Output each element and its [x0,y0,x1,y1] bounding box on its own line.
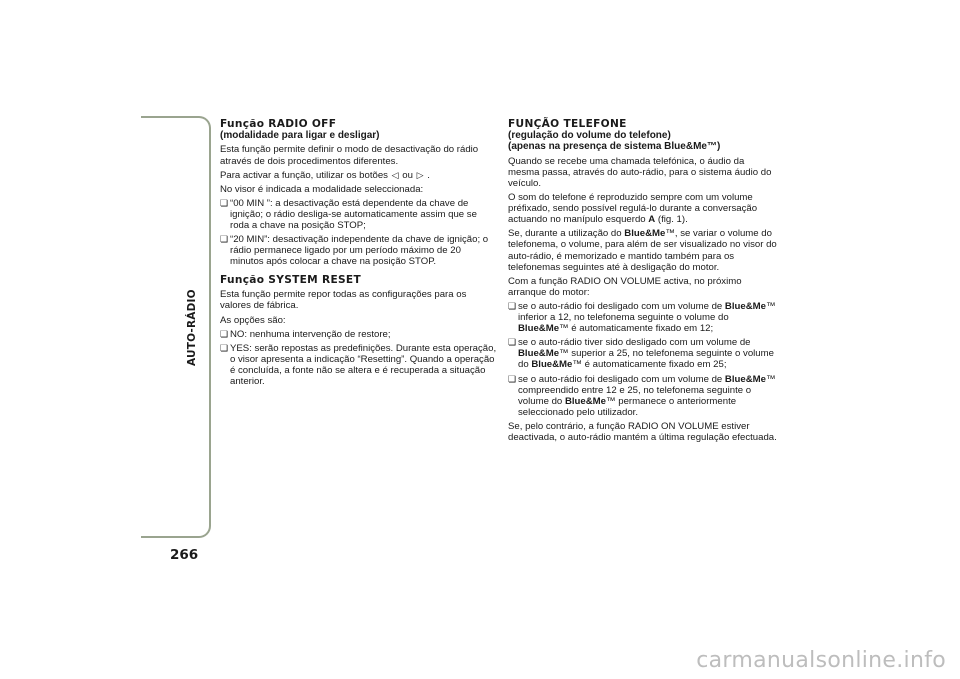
list-item-text: “20 MIN”: desactivação independente da chave de ignição; o rádio permanece ligado por um período máximo de 20 minutos após colocar a chave na posição STOP. [230,234,489,268]
checkbox-bullet-icon: ❏ [508,300,517,311]
system-reset-heading [220,274,497,286]
text-run: se o auto-rádio tiver sido desligado com um volume de [518,337,751,349]
text-run: se o auto-rádio foi desligado com um volume de [518,300,725,312]
list-item [220,198,497,231]
system-reset-title: Função SYSTEM RESET [220,274,361,287]
checkbox-bullet-icon: ❏ [508,337,517,348]
brand-name: Blue&Me [724,373,766,385]
right-arrow-icon: ▷ [416,169,424,180]
text-run: O som do telefone é reproduzido sempre com um volume préfixado, sendo possível regulá-lo durante a conversação actuando no manípulo esquerdo [508,192,758,226]
list-item [220,343,497,387]
list-item-text [518,301,778,334]
phone-function-subtitle-2: (apenas na presença de sistema Blue&Me™) [508,141,721,153]
brand-name: Blue&Me [531,359,573,371]
text-run: ™ superior a 25, no telefonema seguinte o volume do [518,348,774,371]
brand-name: Blue&Me [518,348,560,360]
text-run: ™ é automaticamente fixado em 25; [572,359,727,371]
checkbox-bullet-icon: ❏ [220,328,229,339]
watermark: carmanualsonline.info [696,648,946,673]
left-column [220,118,497,390]
phone-paragraph-1: Quando se recebe uma chamada telefónica, o áudio da mesma passa, através do auto-rádio, para o sistema áudio do veículo. [508,155,772,189]
list-item-text [518,374,778,418]
right-column [508,118,778,446]
brand-name: Blue&Me [564,395,606,407]
section-tab [141,116,211,538]
list-item [508,374,778,418]
list-item [508,337,778,370]
phone-paragraph-3 [508,228,778,272]
system-reset-paragraph: Esta função permite repor todas as configurações para os valores de fábrica. [220,289,467,312]
phone-paragraph-4: Com a função RADIO ON VOLUME activa, no próximo arranque do motor: [508,275,742,298]
brand-name: Blue&Me [624,228,666,240]
radio-off-title: Função RADIO OFF [220,118,337,130]
brand-name: Blue&Me [518,323,560,335]
text-run: ™ permanece o anteriormente seleccionado pelo utilizador. [518,395,737,418]
phone-paragraph-2 [508,192,778,225]
radio-off-heading [220,118,497,141]
text-run: Se, durante a utilização do [508,228,625,240]
phone-function-title: FUNÇÃO TELEFONE [508,118,627,130]
list-item [508,301,778,334]
checkbox-bullet-icon: ❏ [220,234,229,245]
checkbox-bullet-icon: ❏ [220,342,229,353]
radio-off-display-paragraph: No visor é indicada a modalidade seleccionada: [220,183,424,195]
text-run: ™ é automaticamente fixado em 12; [559,323,714,335]
phone-paragraph-5: Se, pelo contrário, a função RADIO ON VOLUME estiver deactivada, o auto-rádio mantém a última regulação efectuada. [508,420,777,443]
radio-off-paragraph: Esta função permite definir o modo de desactivação do rádio através de dois procedimentos diferentes. [220,144,479,167]
activation-text-after: . [427,169,430,181]
list-item-text [518,337,778,370]
page-number: 266 [170,547,199,563]
radio-off-activation-paragraph [220,170,497,181]
text-run: se o auto-rádio foi desligado com um volume de [518,373,725,385]
activation-text-middle: ou [402,169,413,181]
phone-function-subtitle: (regulação do volume do telefone) [508,130,671,141]
brand-name: Blue&Me [724,300,766,312]
checkbox-bullet-icon: ❏ [508,373,517,384]
activation-text-before: Para activar a função, utilizar os botões [220,169,388,181]
system-reset-options-paragraph: As opções são: [220,314,286,326]
control-letter: A [648,214,656,226]
list-item-text: YES: serão repostas as predefinições. Durante esta operação, o visor apresenta a indicação “Resetting”. Quando a operação é concluída, a fonte não se altera e é recuperada a situação anterior. [230,342,497,387]
phone-function-heading [508,118,778,153]
radio-off-subtitle: (modalidade para ligar e desligar) [220,130,380,141]
left-arrow-icon: ◁ [391,169,399,180]
list-item-text: “00 MIN ”: a desactivação está dependente da chave de ignição; o rádio desliga-se automaticamente assim que se roda a chave na posição STOP; [230,197,477,231]
list-item [220,329,497,340]
text-run: (fig. 1). [655,214,688,226]
list-item [220,234,497,267]
text-run: ™ inferior a 12, no telefonema seguinte o volume do [518,300,776,324]
checkbox-bullet-icon: ❏ [220,197,229,208]
text-run: ™, se variar o volume do telefonema, o volume, para além de ser visualizado no visor do auto-rádio, é memorizado e mantido também para os telefonemas seguintes até à desligação do motor. [508,228,777,273]
text-run: ™ compreendido entre 12 e 25, no telefonema seguinte o volume do [518,373,776,407]
list-item-text: NO: nenhuma intervenção de restore; [230,328,391,340]
section-label: AUTO-RÁDIO [186,289,198,366]
